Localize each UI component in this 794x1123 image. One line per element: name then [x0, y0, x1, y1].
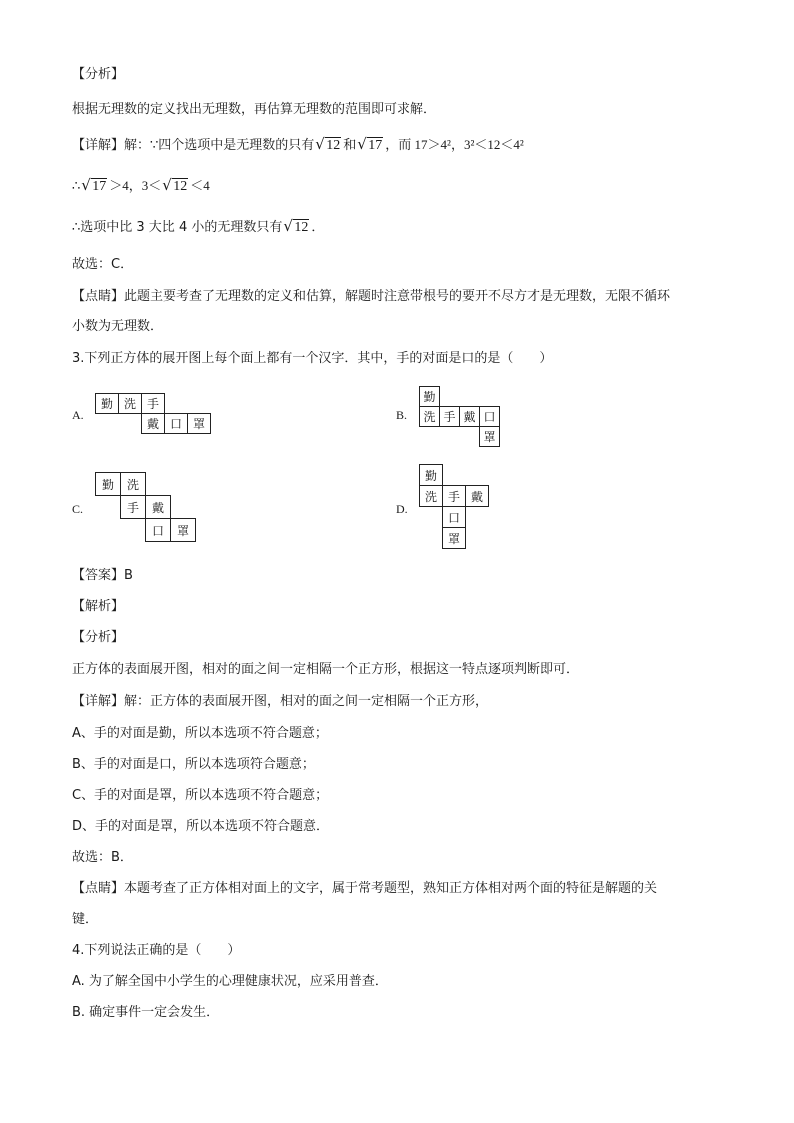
detail-3-b: B、手的对面是口，所以本选项符合题意； [72, 757, 315, 772]
net-b-cell-4: 戴 [459, 406, 480, 427]
net-b-cell-2: 洗 [419, 406, 440, 427]
sqrt-17-b: √ 17 [82, 178, 107, 196]
net-a-cell-1: 勤 [95, 393, 119, 414]
net-d-cell-3: 手 [442, 485, 466, 507]
net-c-cell-2: 洗 [120, 472, 146, 496]
option-b-label: B. [396, 408, 408, 422]
jiexi-3: 【解析】 [72, 599, 125, 614]
net-d-cell-4: 戴 [465, 485, 489, 507]
analysis-heading-3: 【分析】 [72, 630, 125, 645]
net-a-cell-4: 戴 [141, 413, 165, 434]
detail-lead: 【详解】解：∵四个选项中是无理数的只有 [72, 138, 315, 153]
comment-1-line1: 【点睛】此题主要考查了无理数的定义和估算，解题时注意带根号的要开不尽方才是无理数，无限不循环 [72, 289, 671, 304]
net-b-cell-1: 勤 [419, 386, 440, 407]
sqrt-12-b: √ 12 [163, 178, 188, 196]
detail-and: 和 [343, 138, 357, 153]
net-b-cell-3: 手 [439, 406, 460, 427]
net-b-cell-5: 口 [479, 406, 500, 427]
detail-line-1 [72, 136, 524, 155]
net-c-cell-4: 戴 [145, 495, 171, 519]
net-d-cell-1: 勤 [419, 464, 443, 486]
net-a-cell-3: 手 [141, 393, 165, 414]
choose-1: 故选：C． [72, 257, 134, 272]
analysis-heading-1: 【分析】 [72, 67, 125, 82]
answer-3: 【答案】B [72, 568, 133, 583]
therefore-line-1 [72, 177, 210, 196]
sqrt-17: √ 17 [358, 137, 383, 155]
therefore2-text: ∴选项中比 3 大比 4 小的无理数只有 [72, 220, 283, 235]
analysis-text-1: 根据无理数的定义找出无理数，再估算无理数的范围即可求解． [72, 102, 437, 117]
option-d-label: D. [396, 502, 408, 516]
net-b-cell-6: 罩 [479, 426, 500, 447]
net-a-cell-2: 洗 [118, 393, 142, 414]
comment-3-line2: 键． [72, 912, 99, 927]
therefore-symbol: ∴ [72, 179, 81, 194]
detail-tail: ，而 17＞4²，3²＜12＜4² [385, 137, 524, 152]
net-a-cell-5: 口 [164, 413, 188, 434]
net-c-cell-6: 罩 [170, 518, 196, 542]
net-c-cell-3: 手 [120, 495, 146, 519]
question-4-option-a: A. 为了解全国中小学生的心理健康状况，应采用普查． [72, 974, 388, 989]
net-a-cell-6: 罩 [187, 413, 211, 434]
comment-1-line2: 小数为无理数． [72, 319, 164, 334]
detail-3-d: D、手的对面是罩，所以本选项不符合题意． [72, 819, 330, 834]
analysis-text-3: 正方体的表面展开图，相对的面之间一定相隔一个正方形，根据这一特点逐项判断即可． [72, 662, 580, 677]
comment-3-line1: 【点睛】本题考查了正方体相对面上的文字，属于常考题型，熟知正方体相对两个面的特征是解题的关 [72, 881, 658, 896]
net-c-cell-1: 勤 [95, 472, 121, 496]
therefore-tail: ＜4 [190, 178, 210, 193]
therefore-mid: ＞4，3＜ [109, 178, 162, 193]
sqrt-12-c: √ 12 [284, 219, 309, 237]
therefore2-tail: ． [311, 220, 325, 235]
question-3-stem: 3.下列正方体的展开图上每个面上都有一个汉字．其中，手的对面是口的是（ ） [72, 351, 553, 366]
net-d-cell-6: 罩 [442, 527, 466, 549]
question-4-option-b: B. 确定事件一定会发生． [72, 1005, 220, 1020]
option-c-label: C. [72, 502, 84, 516]
option-a-label: A. [72, 408, 84, 422]
sqrt-12: √ 12 [316, 137, 341, 155]
question-4-stem: 4.下列说法正确的是（ ） [72, 943, 241, 958]
choose-3: 故选：B． [72, 850, 133, 865]
therefore-line-2 [72, 219, 324, 237]
net-d-cell-5: 口 [442, 506, 466, 528]
net-c-cell-5: 口 [145, 518, 171, 542]
detail-3-lead: 【详解】解：正方体的表面展开图，相对的面之间一定相隔一个正方形， [72, 694, 489, 709]
net-d-cell-2: 洗 [419, 485, 443, 507]
detail-3-a: A、手的对面是勤，所以本选项不符合题意； [72, 726, 328, 741]
detail-3-c: C、手的对面是罩，所以本选项不符合题意； [72, 788, 329, 803]
